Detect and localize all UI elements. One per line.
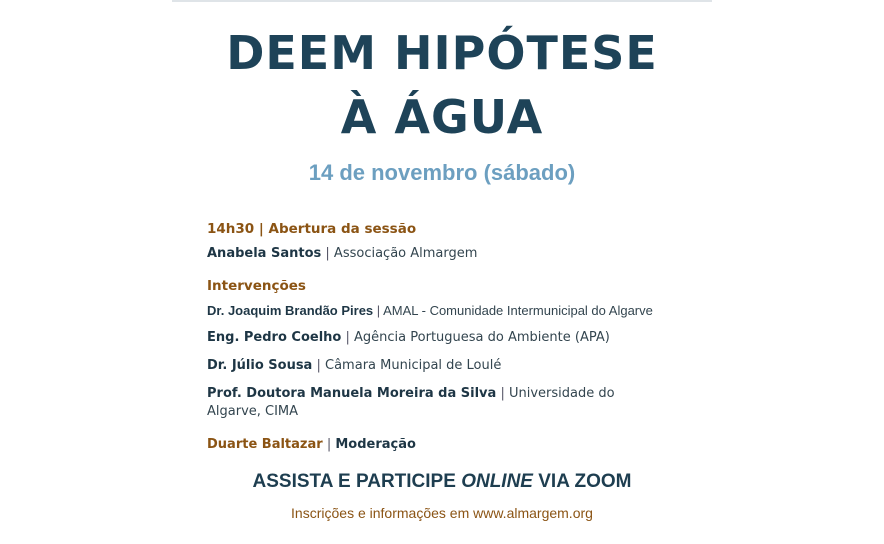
- separator: |: [326, 437, 332, 452]
- interventions-heading: Intervenções: [207, 278, 306, 294]
- moderator-role: Moderação: [335, 437, 416, 452]
- intervention-row: [207, 302, 677, 320]
- registration-info: Inscrições e informações em www.almargem.org: [291, 505, 593, 521]
- moderator-name: Duarte Baltazar: [207, 437, 323, 452]
- event-date: 14 de novembro (sábado): [308, 160, 576, 185]
- opening-heading: 14h30 | Abertura da sessão: [207, 221, 417, 237]
- opening-speaker-row: [207, 245, 677, 263]
- speaker-org: Universidade do Algarve, CIMA: [207, 386, 615, 419]
- cta-online-emphasis: ONLINE: [461, 471, 533, 492]
- separator: |: [325, 246, 330, 261]
- title-line-2: À ÁGUA: [340, 90, 544, 144]
- call-to-action: ASSISTA E PARTICIPE ONLINE VIA ZOOM: [252, 471, 632, 492]
- speaker-name: Prof. Doutora Manuela Moreira da Silva: [207, 386, 497, 401]
- separator: |: [500, 386, 505, 401]
- speaker-org: Associação Almargem: [333, 246, 478, 261]
- separator: |: [345, 330, 350, 345]
- separator: |: [316, 358, 321, 373]
- moderation-row: [207, 436, 677, 454]
- intervention-row: [207, 357, 677, 375]
- intervention-row: [207, 385, 659, 421]
- speaker-org: Agência Portuguesa do Ambiente (APA): [354, 330, 610, 345]
- speaker-name: Dr. Joaquim Brandão Pires: [207, 303, 374, 318]
- top-divider: [172, 0, 712, 2]
- speaker-name: Dr. Júlio Sousa: [207, 358, 313, 373]
- title-line-1: DEEM HIPÓTESE: [226, 26, 658, 80]
- speaker-org: Câmara Municipal de Loulé: [325, 358, 502, 373]
- speaker-name: Anabela Santos: [207, 246, 322, 261]
- separator: |: [376, 303, 381, 318]
- speaker-name: Eng. Pedro Coelho: [207, 330, 342, 345]
- intervention-row: [207, 329, 677, 347]
- speaker-org: AMAL - Comunidade Intermunicipal do Algarve: [383, 303, 653, 318]
